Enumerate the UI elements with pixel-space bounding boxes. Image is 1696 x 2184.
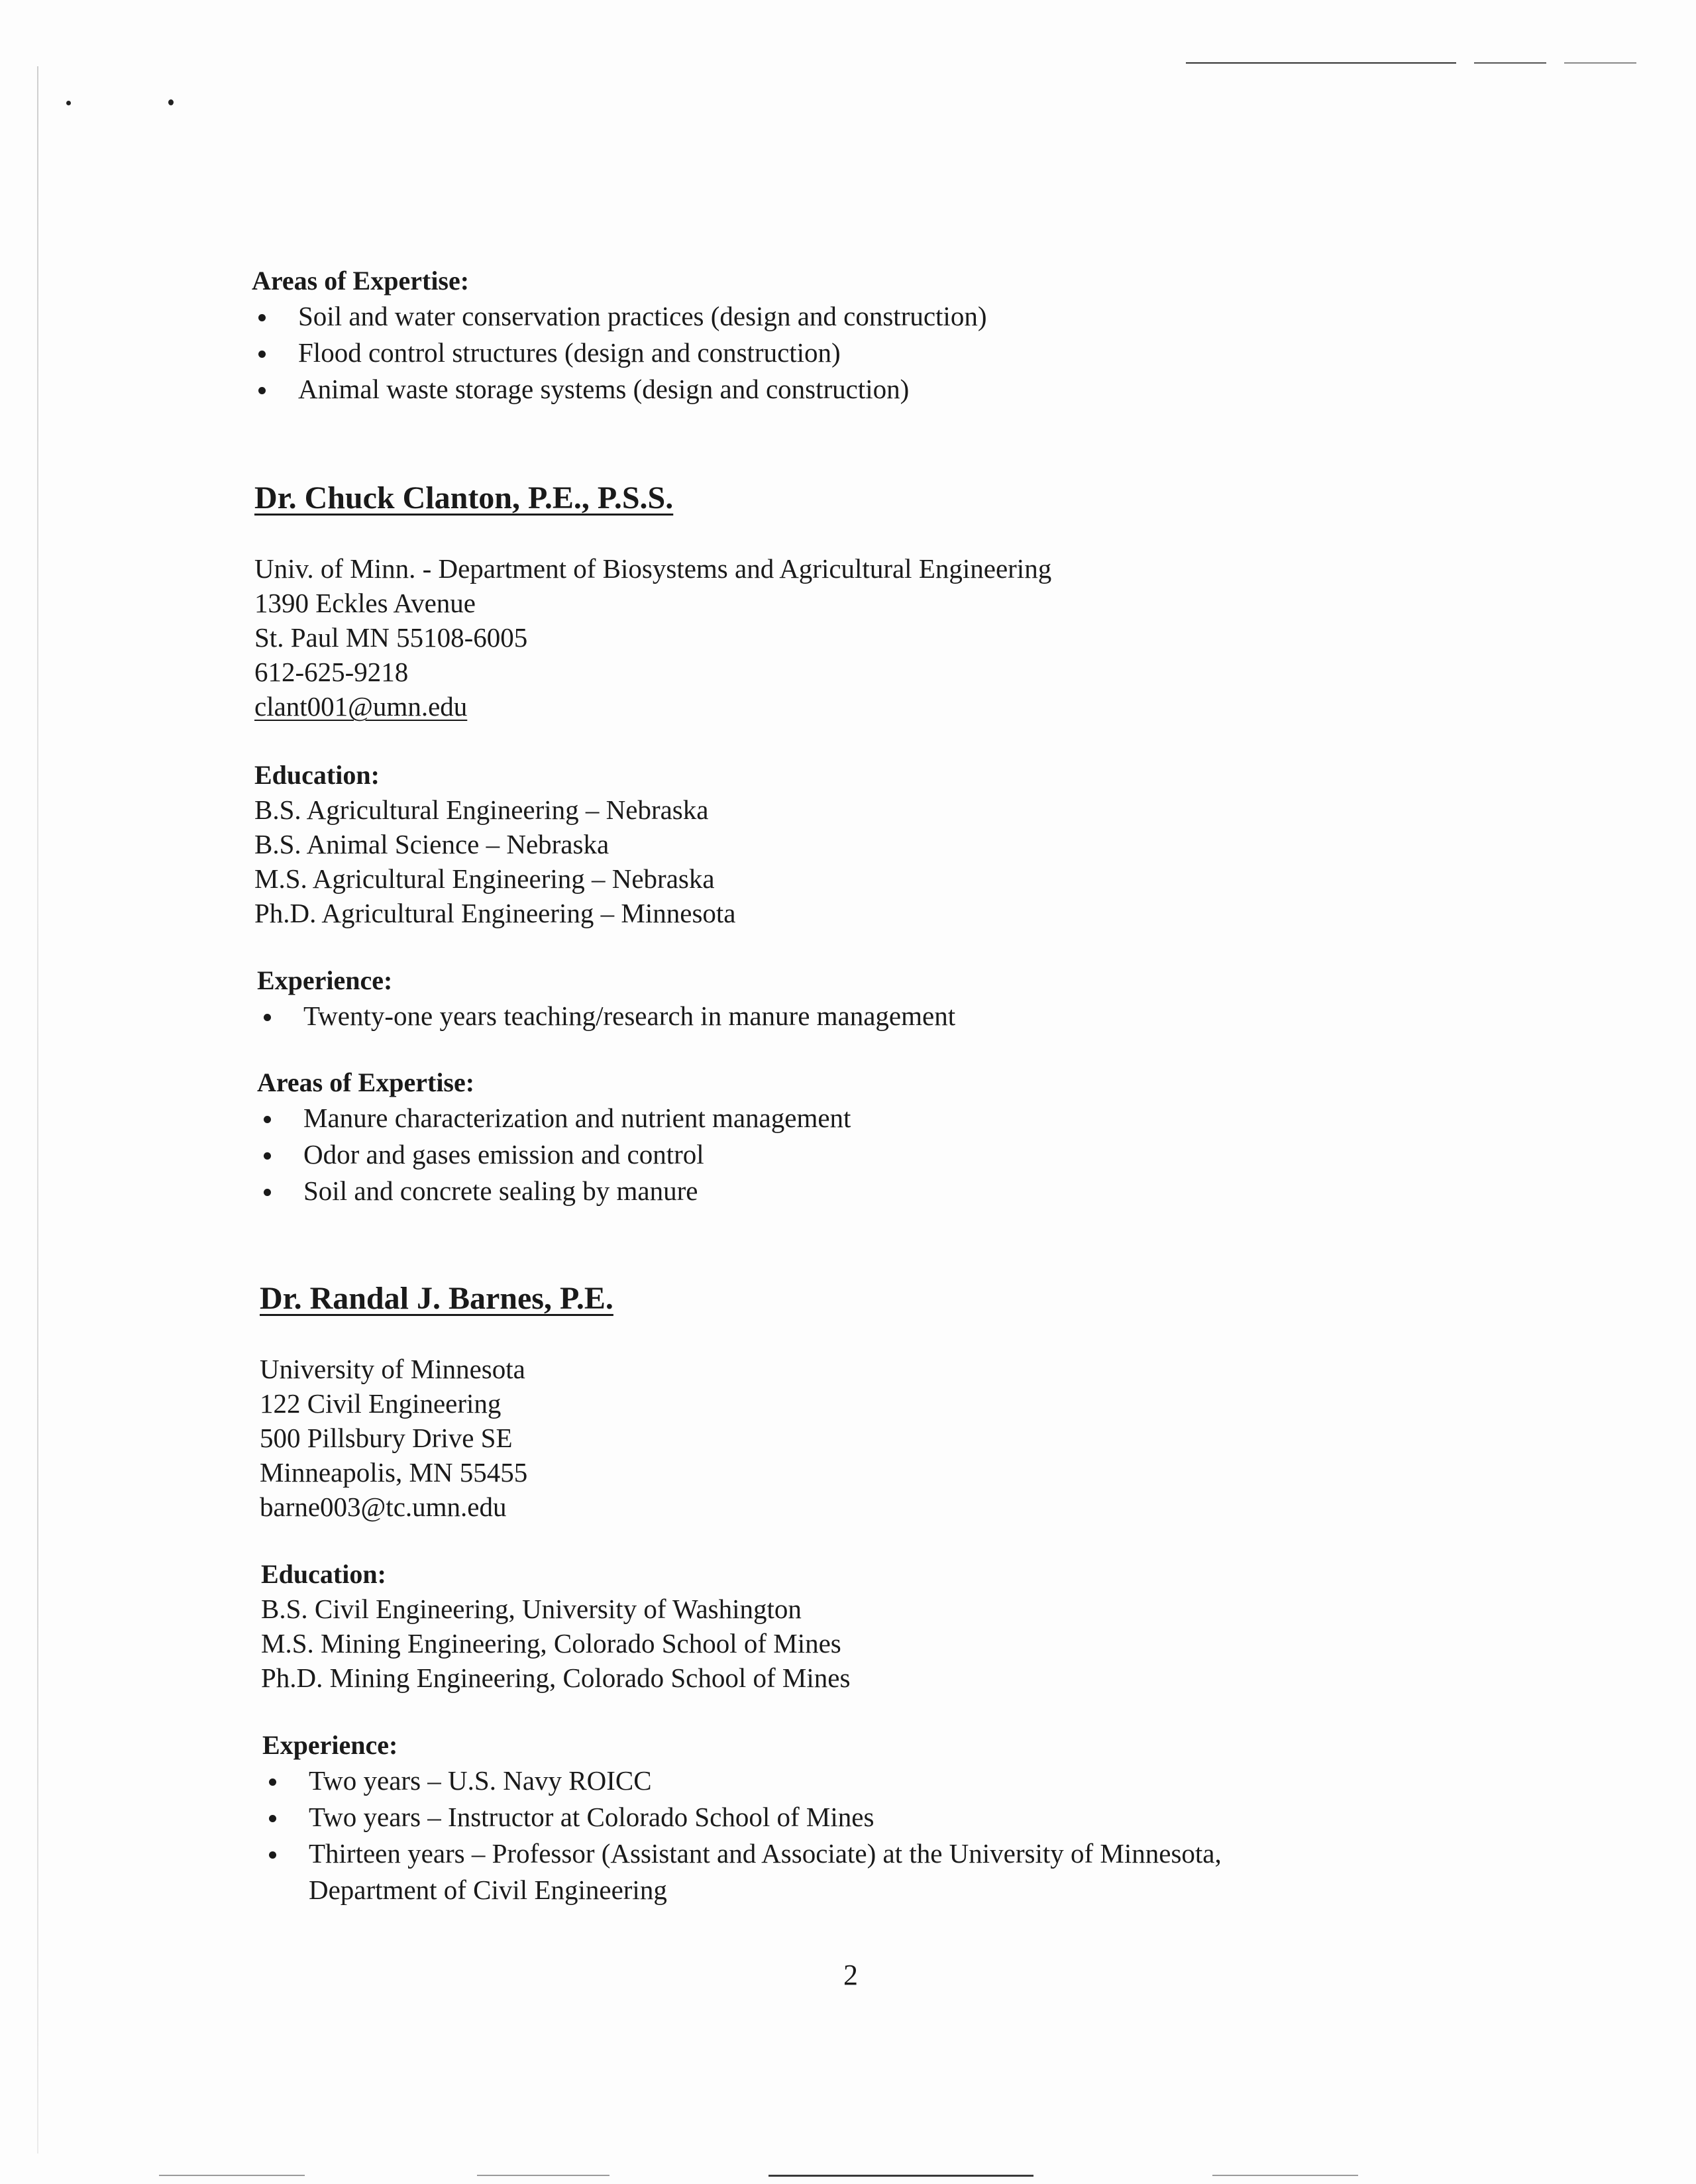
email-link[interactable]: clant001@umn.edu (254, 691, 468, 722)
section-heading: Areas of Expertise: (252, 266, 470, 296)
barnes-experience (262, 1728, 1222, 1908)
list-item-text: Thirteen years – Professor (Assistant and Associate) at the University of Minnesota, (309, 1838, 1222, 1869)
list-item (257, 1100, 851, 1136)
address-line: 500 Pillsbury Drive SE (260, 1423, 513, 1453)
scan-line-artifact (159, 2175, 305, 2176)
list-item (252, 298, 986, 335)
scan-line-artifact (477, 2175, 610, 2176)
list-item-text: Soil and concrete sealing by manure (303, 1175, 698, 1206)
education-item: B.S. Agricultural Engineering – Nebraska (254, 794, 709, 825)
bullet-icon (264, 1152, 271, 1160)
barnes-profile (260, 1279, 613, 1319)
clanton-profile (254, 478, 673, 518)
section-heading: Areas of Expertise: (257, 1067, 475, 1097)
barnes-education (261, 1557, 850, 1695)
scan-speck (66, 101, 71, 105)
scan-line-artifact (768, 2175, 1034, 2177)
scan-line-artifact (1212, 2175, 1358, 2176)
list-item (252, 335, 986, 371)
clanton-experience (257, 963, 955, 1034)
bullet-icon (264, 1189, 271, 1196)
phone-number: 612-625-9218 (254, 657, 409, 687)
bullet-icon (258, 351, 266, 358)
section-heading: Experience: (257, 965, 393, 995)
clanton-contact (254, 551, 1051, 724)
education-item: B.S. Civil Engineering, University of Washington (261, 1594, 802, 1624)
list-item (262, 1799, 1222, 1835)
person-name: Dr. Chuck Clanton, P.E., P.S.S. (254, 480, 674, 516)
barnes-contact (260, 1352, 527, 1524)
list-item (257, 1136, 851, 1173)
list-item-text: Animal waste storage systems (design and construction) (298, 374, 910, 404)
address-line: Univ. of Minn. - Department of Biosystems and Agricultural Engineering (254, 553, 1052, 584)
clanton-expertise (257, 1065, 851, 1209)
bullet-icon (264, 1116, 271, 1123)
experience-list (262, 1763, 1222, 1908)
list-item-text-continued: Department of Civil Engineering (309, 1875, 667, 1905)
section-heading: Education: (254, 760, 380, 790)
clanton-education (254, 758, 736, 930)
list-item-text: Two years – U.S. Navy ROICC (309, 1765, 652, 1796)
list-item (262, 1835, 1222, 1908)
list-item-text: Odor and gases emission and control (303, 1139, 704, 1170)
bullet-icon (269, 1851, 276, 1859)
education-item: Ph.D. Agricultural Engineering – Minnesota (254, 898, 736, 928)
list-item-text: Manure characterization and nutrient management (303, 1103, 851, 1133)
bullet-icon (269, 1778, 276, 1786)
address-line: University of Minnesota (260, 1354, 525, 1384)
expertise-list (252, 298, 986, 408)
list-item (252, 371, 986, 408)
email-line: barne003@tc.umn.edu (260, 1492, 507, 1522)
bullet-icon (264, 1014, 271, 1021)
experience-list (257, 998, 955, 1034)
scan-line-artifact (1186, 62, 1636, 64)
education-item: M.S. Mining Engineering, Colorado School of Mines (261, 1628, 841, 1659)
education-item: Ph.D. Mining Engineering, Colorado School of Mines (261, 1663, 851, 1693)
list-item-text: Soil and water conservation practices (design and construction) (298, 301, 987, 331)
list-item-text: Twenty-one years teaching/research in manure management (303, 1001, 956, 1031)
list-item (257, 1173, 851, 1209)
email-line (254, 689, 1051, 724)
address-line: 122 Civil Engineering (260, 1388, 502, 1419)
education-item: B.S. Animal Science – Nebraska (254, 829, 610, 859)
expertise-section-top (252, 264, 986, 408)
expertise-list (257, 1100, 851, 1209)
list-item-text: Flood control structures (design and construction) (298, 337, 841, 368)
bullet-icon (258, 314, 266, 321)
bullet-icon (258, 387, 266, 394)
address-line: 1390 Eckles Avenue (254, 588, 476, 618)
scan-speck (168, 99, 174, 105)
list-item (257, 998, 955, 1034)
list-item (262, 1763, 1222, 1799)
section-heading: Education: (261, 1559, 386, 1589)
page-number: 2 (843, 1959, 858, 1991)
scan-edge-artifact (37, 66, 38, 2154)
address-line: Minneapolis, MN 55455 (260, 1457, 528, 1488)
bullet-icon (269, 1815, 276, 1822)
list-item-text: Two years – Instructor at Colorado School of Mines (309, 1802, 874, 1832)
address-line: St. Paul MN 55108-6005 (254, 622, 528, 653)
person-name: Dr. Randal J. Barnes, P.E. (260, 1281, 613, 1316)
education-item: M.S. Agricultural Engineering – Nebraska (254, 863, 715, 894)
section-heading: Experience: (262, 1730, 398, 1760)
